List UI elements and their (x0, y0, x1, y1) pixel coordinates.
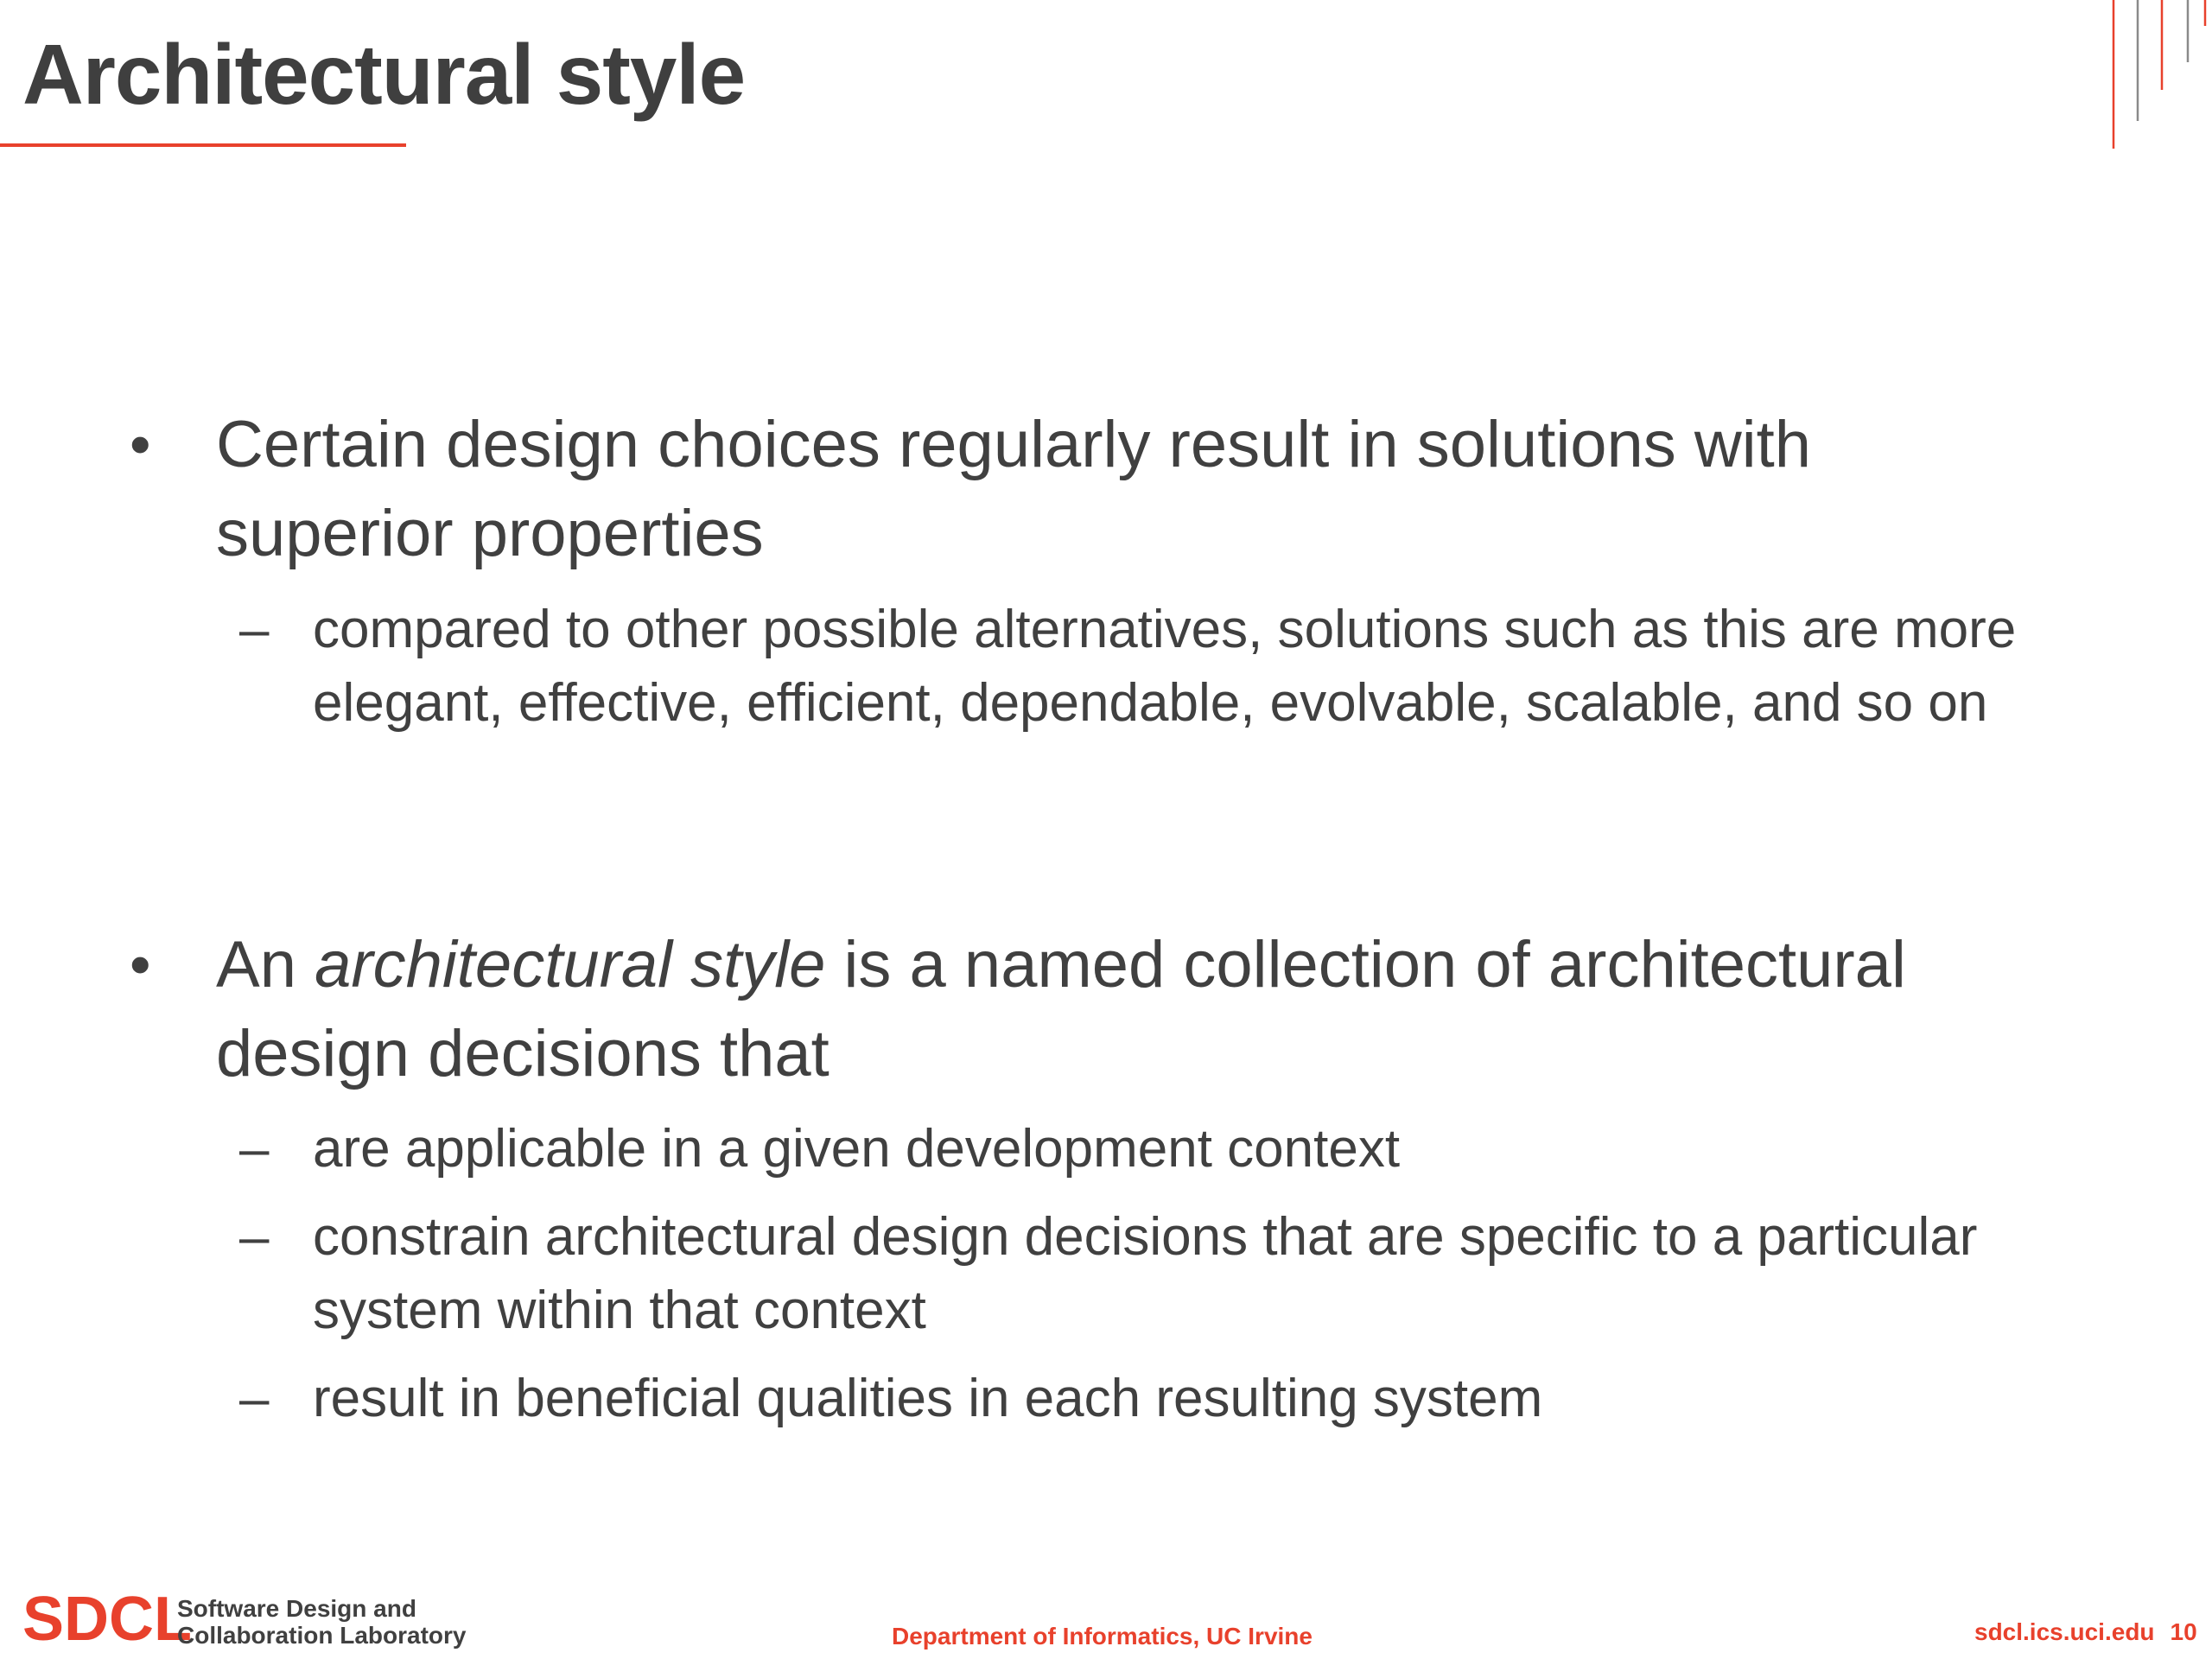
slide-title: Architectural style (22, 27, 746, 122)
bullet-2-text-after: is a named collection of architectural design decisions that (216, 928, 1906, 1090)
bullet-2-sub-2 (239, 1200, 2024, 1347)
dash-marker: – (239, 600, 270, 659)
bullet-1-text: Certain design choices regularly result in solutions with superior properties (216, 408, 1812, 570)
bullet-2-sub-1 (239, 1112, 2024, 1185)
sdcl-logo: SDCL (22, 1585, 192, 1654)
bullet-2-term: architectural style (315, 928, 826, 1001)
lab-name-line-1: Software Design and (177, 1595, 416, 1622)
bullet-2-sub-2-text: constrain architectural design decisions that are specific to a particular system within that context (313, 1207, 1978, 1340)
department-label: Department of Informatics, UC Irvine (892, 1623, 1313, 1649)
corner-decoration (2108, 0, 2212, 151)
bullet-1 (130, 400, 2039, 578)
bullet-2-sub-3-text: result in beneficial qualities in each resulting system (313, 1369, 1543, 1428)
bullet-marker: • (130, 410, 151, 478)
bullet-2-sub-3 (239, 1362, 2024, 1435)
bullet-marker: • (130, 931, 151, 998)
lab-name-line-2: Collaboration Laboratory (177, 1622, 467, 1649)
bullet-2-text-before: An (216, 928, 315, 1001)
bullet-2 (130, 920, 2039, 1098)
page-number: 10 (2170, 1618, 2197, 1645)
dash-marker: – (239, 1207, 270, 1267)
bullet-2-sub-1-text: are applicable in a given development context (313, 1119, 1401, 1179)
title-underline (0, 143, 406, 147)
bullet-1-sub-1-text: compared to other possible alternatives, solutions such as this are more elegant, effective, efficient, dependable, evolvable, scalable, and so on (313, 600, 2017, 733)
footer-right (1974, 1618, 2197, 1646)
dash-marker: – (239, 1369, 270, 1428)
dash-marker: – (239, 1119, 270, 1179)
site-url: sdcl.ics.uci.edu (1974, 1618, 2155, 1645)
lab-name (177, 1595, 466, 1649)
bullet-1-sub-1 (239, 593, 2024, 740)
